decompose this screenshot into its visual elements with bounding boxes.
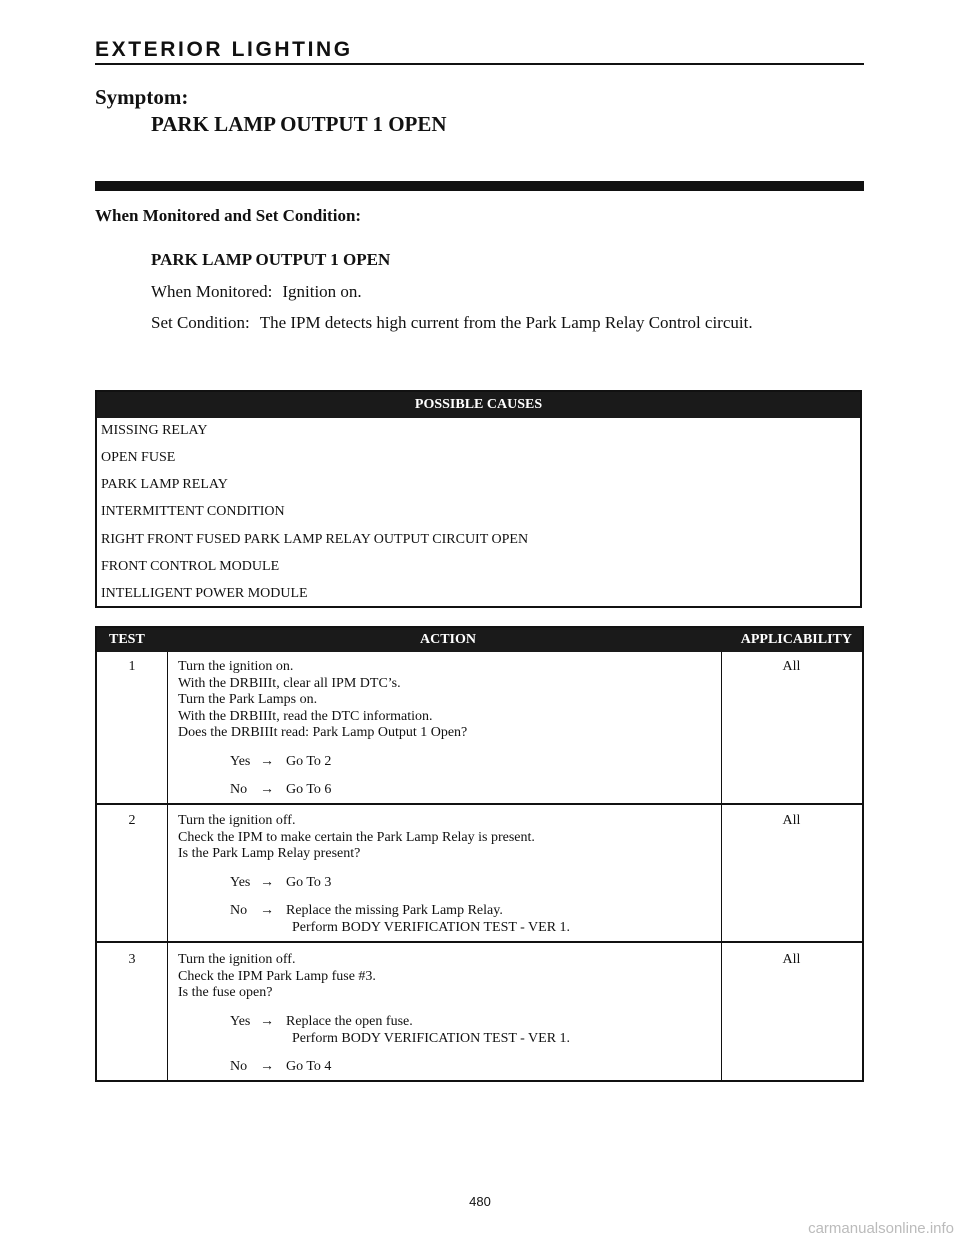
yes-action: Replace the open fuse. bbox=[286, 1014, 413, 1029]
yes-action: Go To 3 bbox=[286, 875, 332, 890]
set-condition-value: The IPM detects high current from the Park Lamp Relay Control circuit. bbox=[259, 313, 753, 332]
instruction-line: Turn the ignition off. bbox=[178, 952, 296, 967]
yes-action-detail: Perform BODY VERIFICATION TEST - VER 1. bbox=[292, 1031, 571, 1046]
possible-causes-box bbox=[95, 390, 862, 608]
instruction-line: Is the fuse open? bbox=[178, 985, 273, 1000]
instruction-line: Is the Park Lamp Relay present? bbox=[178, 846, 361, 861]
step-instructions bbox=[178, 659, 467, 742]
thick-divider bbox=[95, 181, 864, 191]
when-monitored-label: When Monitored: bbox=[151, 282, 273, 301]
column-divider bbox=[721, 652, 722, 1080]
yes-label: Yes bbox=[230, 1014, 251, 1029]
watermark: carmanualsonline.info bbox=[808, 1220, 954, 1237]
no-action: Replace the missing Park Lamp Relay. bbox=[286, 903, 503, 918]
instruction-line: Turn the Park Lamps on. bbox=[178, 692, 318, 707]
cause-item: OPEN FUSE bbox=[101, 450, 176, 465]
cause-item: FRONT CONTROL MODULE bbox=[101, 559, 280, 574]
no-branch bbox=[230, 903, 503, 919]
cause-item: RIGHT FRONT FUSED PARK LAMP RELAY OUTPUT CIRCUIT OPEN bbox=[101, 532, 529, 547]
set-condition-line bbox=[151, 313, 753, 333]
instruction-line: With the DRBIIIt, read the DTC information. bbox=[178, 708, 433, 724]
yes-branch bbox=[230, 1014, 413, 1030]
step-number: 1 bbox=[128, 659, 136, 674]
step-applicability: All bbox=[782, 952, 801, 967]
row-divider bbox=[97, 803, 862, 805]
page-number: 480 bbox=[469, 1194, 491, 1209]
instruction-line: Turn the ignition off. bbox=[178, 813, 296, 828]
column-divider bbox=[167, 652, 168, 1080]
no-action-detail: Perform BODY VERIFICATION TEST - VER 1. bbox=[292, 920, 571, 935]
yes-action: Go To 2 bbox=[286, 754, 332, 769]
arrow-right-icon: → bbox=[260, 875, 274, 890]
when-monitored-line bbox=[151, 282, 362, 302]
no-label: No bbox=[230, 1059, 248, 1074]
when-monitored-value: Ignition on. bbox=[282, 282, 362, 301]
step-instructions bbox=[178, 952, 376, 1002]
monitored-heading: When Monitored and Set Condition: bbox=[95, 206, 362, 225]
symptom-title: PARK LAMP OUTPUT 1 OPEN bbox=[151, 112, 447, 136]
no-action: Go To 4 bbox=[286, 1059, 332, 1074]
step-applicability: All bbox=[782, 813, 801, 828]
instruction-line: With the DRBIIIt, clear all IPM DTC’s. bbox=[178, 675, 401, 691]
step-number: 3 bbox=[128, 952, 136, 967]
cause-item: PARK LAMP RELAY bbox=[101, 477, 228, 492]
condition-title: PARK LAMP OUTPUT 1 OPEN bbox=[151, 250, 391, 269]
arrow-right-icon: → bbox=[260, 782, 274, 797]
instruction-line: Check the IPM to make certain the Park Lamp Relay is present. bbox=[178, 829, 535, 845]
no-branch bbox=[230, 1059, 331, 1075]
arrow-right-icon: → bbox=[260, 754, 274, 769]
possible-causes-header: POSSIBLE CAUSES bbox=[97, 392, 860, 418]
instruction-line: Turn the ignition on. bbox=[178, 659, 294, 674]
yes-branch bbox=[230, 754, 331, 770]
header-applicability: APPLICABILITY bbox=[740, 632, 852, 647]
instruction-line: Check the IPM Park Lamp fuse #3. bbox=[178, 968, 376, 984]
section-title: EXTERIOR LIGHTING bbox=[95, 38, 353, 61]
yes-label: Yes bbox=[230, 875, 251, 890]
yes-branch bbox=[230, 875, 331, 891]
cause-item: INTERMITTENT CONDITION bbox=[101, 504, 285, 519]
header-action: ACTION bbox=[420, 632, 477, 647]
test-table-header bbox=[97, 628, 862, 652]
cause-item: MISSING RELAY bbox=[101, 423, 208, 438]
step-applicability: All bbox=[782, 659, 801, 674]
arrow-right-icon: → bbox=[260, 1059, 274, 1074]
section-rule bbox=[95, 63, 864, 65]
no-branch bbox=[230, 782, 331, 798]
step-instructions bbox=[178, 813, 535, 863]
cause-item: INTELLIGENT POWER MODULE bbox=[101, 586, 308, 601]
set-condition-label: Set Condition: bbox=[151, 313, 250, 332]
no-label: No bbox=[230, 903, 248, 918]
symptom-label: Symptom: bbox=[95, 85, 189, 109]
row-divider bbox=[97, 941, 862, 943]
no-label: No bbox=[230, 782, 248, 797]
instruction-line: Does the DRBIIIt read: Park Lamp Output 1 Open? bbox=[178, 725, 468, 740]
arrow-right-icon: → bbox=[260, 1014, 274, 1029]
arrow-right-icon: → bbox=[260, 903, 274, 918]
yes-label: Yes bbox=[230, 754, 251, 769]
step-number: 2 bbox=[128, 813, 136, 828]
no-action: Go To 6 bbox=[286, 782, 332, 797]
header-test: TEST bbox=[109, 632, 145, 647]
test-table bbox=[95, 626, 864, 1082]
